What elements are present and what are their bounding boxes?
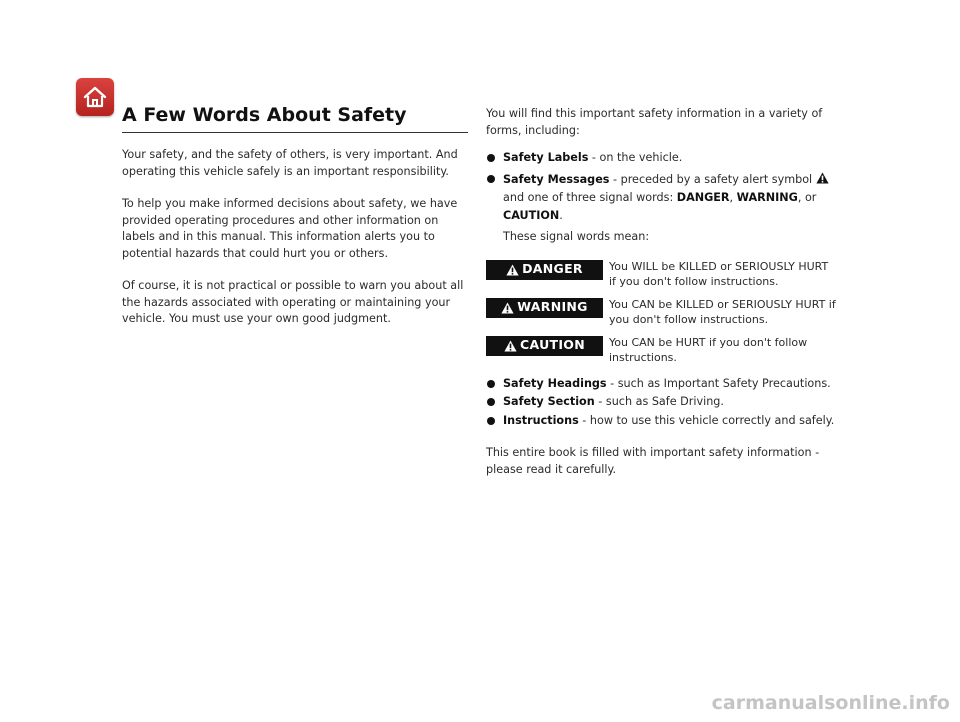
- intro-paragraph: Of course, it is not practical or possible to warn you about all the hazards associated with operating or maintaining your vehicle. You must use your own good judgment.: [122, 279, 464, 325]
- list-item-safety-labels: Safety Labels - on the vehicle.: [486, 150, 836, 167]
- intro-paragraph: Your safety, and the safety of others, is very important. And operating this vehicle safely is an important responsibility.: [122, 148, 458, 178]
- danger-badge: DANGER: [486, 260, 603, 280]
- signal-row-warning: [486, 297, 836, 327]
- intro-paragraph: To help you make informed decisions about safety, we have provided operating procedures and other information on labels and in this manual. This information alerts you to potential hazards that could hurt you or others.: [122, 197, 458, 260]
- warning-badge: WARNING: [486, 298, 603, 318]
- watermark: carmanualsonline.info: [711, 692, 950, 714]
- list-item-safety-section: Safety Section - such as Safe Driving.: [486, 394, 836, 411]
- closing-paragraph: This entire book is filled with important safety information - please read it carefully.: [486, 446, 820, 476]
- list-item-instructions: Instructions - how to use this vehicle correctly and safely.: [486, 413, 836, 430]
- caution-badge: CAUTION: [486, 336, 603, 356]
- alert-triangle-icon: [504, 340, 517, 352]
- warning-meaning: You CAN be KILLED or SERIOUSLY HURT if you don't follow instructions.: [609, 297, 836, 326]
- danger-meaning: You WILL be KILLED or SERIOUSLY HURT if you don't follow instructions.: [609, 259, 829, 288]
- signal-words-caption: These signal words mean:: [503, 229, 650, 243]
- signal-row-caution: [486, 335, 836, 365]
- caution-meaning: You CAN be HURT if you don't follow instructions.: [609, 335, 808, 364]
- safety-info-column: [486, 106, 836, 478]
- list-item-safety-headings: Safety Headings - such as Important Safety Precautions.: [486, 376, 836, 393]
- signal-row-danger: [486, 259, 836, 289]
- intro-column: [122, 147, 472, 344]
- page-title: A Few Words About Safety: [122, 104, 468, 133]
- signal-list: [486, 259, 836, 365]
- home-button[interactable]: [76, 78, 114, 116]
- alert-triangle-icon: [501, 302, 514, 314]
- safety-alert-icon: [816, 172, 829, 184]
- alert-triangle-icon: [506, 264, 519, 276]
- forms-intro: You will find this important safety information in a variety of forms, including:: [486, 107, 823, 137]
- home-icon: [82, 85, 108, 109]
- list-item-safety-messages: Safety Messages - preceded by a safety alert symbol and one of three signal words: DANGER, WARNING, or CAUTION. These signal words mean:: [486, 171, 836, 246]
